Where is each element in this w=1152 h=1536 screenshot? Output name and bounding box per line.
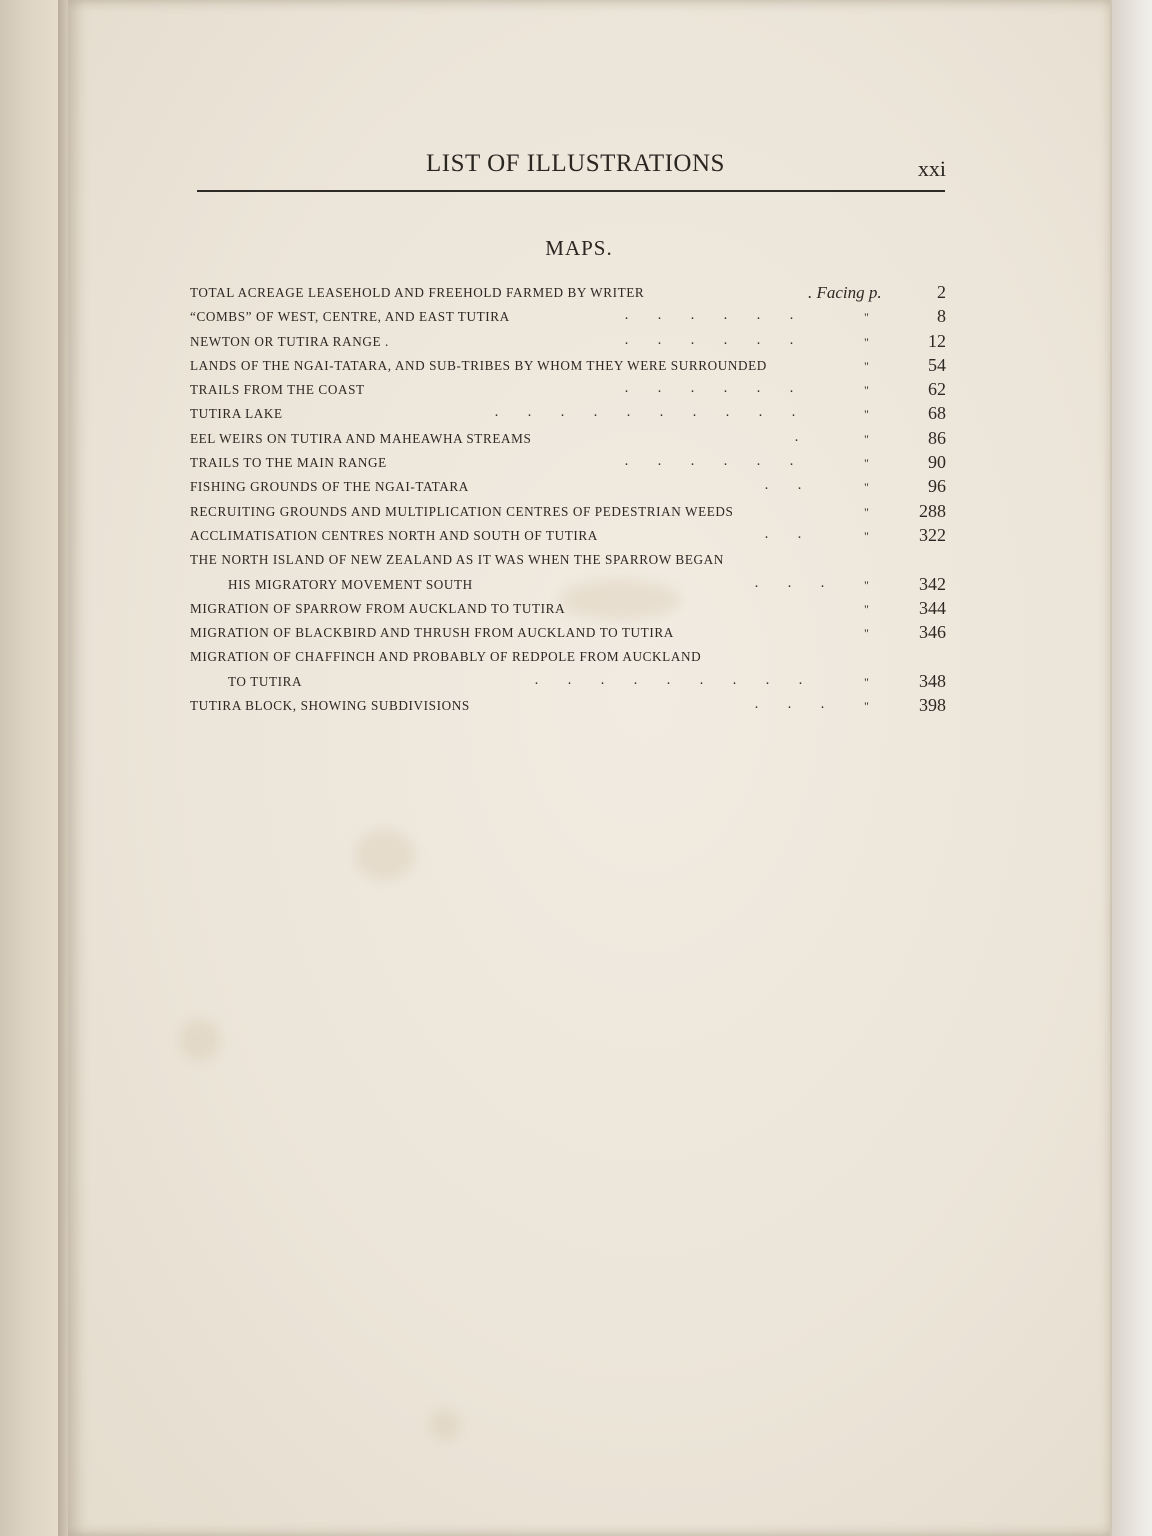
page-ref: 288 [919, 500, 946, 521]
running-title: LIST OF ILLUSTRATIONS [426, 150, 725, 177]
map-title: MIGRATION OF SPARROW FROM AUCKLAND TO TUTIRA [190, 600, 566, 616]
map-title: THE NORTH ISLAND OF NEW ZEALAND AS IT WAS WHEN THE SPARROW BEGAN [190, 552, 724, 568]
leader-dots: . . . . . . [624, 307, 794, 324]
ditto-mark: " [864, 358, 870, 373]
ditto-mark: " [864, 334, 870, 349]
map-title: NEWTON OR TUTIRA RANGE . [190, 333, 389, 349]
section-title: MAPS. [545, 236, 613, 260]
list-item [190, 549, 946, 573]
page-ref: 348 [919, 670, 946, 691]
page-ref: 12 [928, 330, 946, 351]
paper-stain [180, 1020, 220, 1060]
list-item [190, 622, 946, 646]
book-page [68, 0, 1114, 1536]
list-item [190, 306, 946, 330]
running-head [196, 146, 946, 186]
leader-dots: . . . . . . [624, 380, 794, 397]
list-item [190, 525, 946, 549]
header-rule [197, 190, 945, 192]
ditto-mark: " [864, 456, 870, 471]
page-ref: 2 [937, 282, 946, 302]
list-item [190, 379, 946, 403]
page-ref: 344 [919, 597, 946, 618]
ditto-mark: " [864, 504, 870, 519]
map-title: MIGRATION OF CHAFFINCH AND PROBABLY OF REDPOLE FROM AUCKLAND [190, 649, 702, 665]
page-ref: 342 [919, 573, 946, 594]
map-title: HIS MIGRATORY MOVEMENT SOUTH [228, 576, 473, 592]
list-item [190, 452, 946, 476]
page-ref: 398 [919, 695, 946, 716]
map-title: TOTAL ACREAGE LEASEHOLD AND FREEHOLD FARMED BY WRITER [190, 285, 645, 300]
leader-dots: . . . . . . [624, 331, 794, 348]
page-ref: 62 [928, 379, 946, 400]
map-title: LANDS OF THE NGAI-TATARA, AND SUB-TRIBES BY WHOM THEY WERE SURROUNDED [190, 357, 767, 373]
list-item [190, 646, 946, 670]
ditto-mark: " [864, 528, 870, 543]
page-ref: 68 [928, 403, 946, 424]
map-title: TUTIRA BLOCK, SHOWING SUBDIVISIONS [190, 698, 470, 714]
list-item [190, 671, 946, 695]
map-title: MIGRATION OF BLACKBIRD AND THRUSH FROM AUCKLAND TO TUTIRA [190, 625, 674, 641]
background-right [1112, 0, 1152, 1536]
list-item [190, 476, 946, 500]
list-item [190, 695, 946, 719]
ditto-mark: " [864, 383, 870, 398]
ditto-mark: " [864, 407, 870, 422]
leader-dots: . . . [754, 574, 825, 591]
page-ref: 86 [928, 427, 946, 448]
map-title: ACCLIMATISATION CENTRES NORTH AND SOUTH OF TUTIRA [190, 527, 598, 543]
map-title: EEL WEIRS ON TUTIRA AND MAHEAWHA STREAMS [190, 430, 532, 446]
leader-dots: . . . . . . . . . [534, 671, 803, 688]
background-left [0, 0, 60, 1536]
paper-stain [355, 830, 415, 880]
list-item [190, 501, 946, 525]
paper-stain [430, 1410, 460, 1440]
page-ref: 346 [919, 622, 946, 643]
list-item [190, 428, 946, 452]
ditto-mark: " [864, 577, 870, 592]
ditto-mark: " [864, 480, 870, 495]
list-item [190, 598, 946, 622]
map-title: FISHING GROUNDS OF THE NGAI-TATARA [190, 479, 469, 495]
leader-dots: . . [764, 525, 802, 542]
list-item [190, 355, 946, 379]
leader-dots: . [794, 428, 799, 445]
map-title: “COMBS” OF WEST, CENTRE, AND EAST TUTIRA [190, 309, 510, 325]
leader-dots: . . . [754, 696, 825, 713]
map-title: TUTIRA LAKE [190, 406, 283, 422]
page-ref: 54 [928, 354, 946, 375]
page-number: xxi [917, 156, 946, 181]
map-title: RECRUITING GROUNDS AND MULTIPLICATION CENTRES OF PEDESTRIAN WEEDS [190, 503, 734, 519]
ditto-mark: " [864, 601, 870, 616]
ditto-mark: " [864, 699, 870, 714]
ditto-mark: " [864, 674, 870, 689]
map-title: TO TUTIRA [228, 673, 303, 689]
ditto-mark: " [864, 310, 870, 325]
map-title: TRAILS FROM THE COAST [190, 382, 365, 398]
page-ref: 96 [928, 476, 946, 497]
leader-dots: . . . . . . . . . . [494, 404, 796, 421]
map-title: TRAILS TO THE MAIN RANGE [190, 455, 387, 471]
leader-dots: . . [764, 477, 802, 494]
page-ref: 322 [919, 524, 946, 545]
facing-label: . Facing p. [808, 283, 882, 302]
leader-dots: . . . . . . [624, 453, 794, 470]
maps-list [190, 282, 946, 719]
list-item [190, 574, 946, 598]
page-ref: 8 [937, 306, 946, 327]
list-item [190, 282, 946, 306]
ditto-mark: " [864, 431, 870, 446]
ditto-mark: " [864, 626, 870, 641]
page-ref: 90 [928, 452, 946, 473]
list-item [190, 403, 946, 427]
list-item [190, 331, 946, 355]
